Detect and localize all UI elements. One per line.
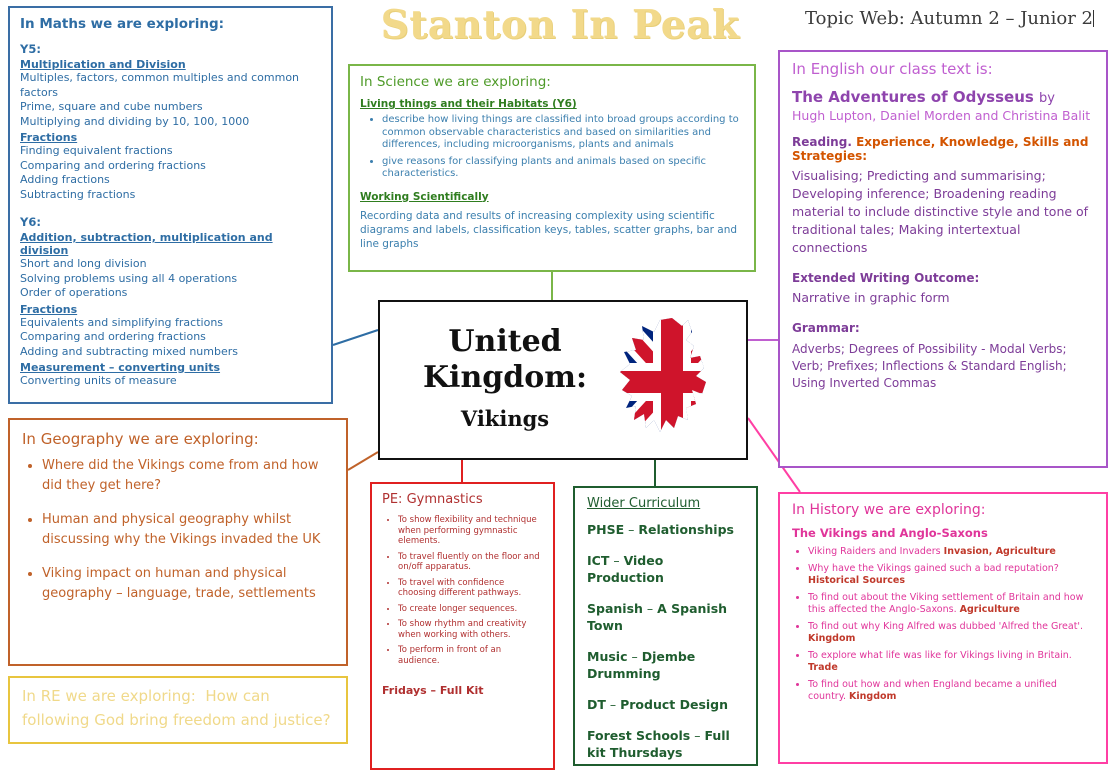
wider-dash: – bbox=[605, 697, 621, 712]
maths-item: Multiplying and dividing by 10, 100, 1000 bbox=[20, 114, 250, 128]
english-reading-word: Reading. bbox=[792, 135, 852, 149]
wider-row bbox=[587, 727, 744, 761]
history-item-tag: Historical Sources bbox=[808, 575, 906, 586]
history-item-text: Why have the Vikings gained such a bad reputation? bbox=[808, 563, 1059, 574]
list-item bbox=[808, 621, 1094, 645]
history-item-tag: Invasion, Agriculture bbox=[943, 546, 1056, 557]
page-title: Stanton In Peak bbox=[380, 2, 740, 48]
list-item: • To perform in front of an audience. bbox=[398, 645, 543, 666]
maths-heading: In Maths we are exploring: bbox=[20, 16, 225, 32]
wider-dash: – bbox=[609, 553, 624, 568]
wider-detail: Product Design bbox=[620, 697, 729, 712]
science-working-scientifically-label: Working Scientifically bbox=[360, 190, 489, 203]
wider-detail: Video Production bbox=[587, 553, 664, 585]
maths-y6-label: Y6: bbox=[20, 215, 41, 229]
maths-item: Adding and subtracting mixed numbers bbox=[20, 344, 238, 358]
maths-y5-topic2: Fractions bbox=[20, 131, 78, 144]
history-item-text: To find out why King Alfred was dubbed 'Alfred the Great'. bbox=[808, 621, 1084, 632]
maths-item: Converting units of measure bbox=[20, 374, 177, 387]
wider-dash: – bbox=[627, 649, 642, 664]
maths-item: Solving problems using all 4 operations bbox=[20, 271, 238, 285]
english-reading-body: Visualising; Predicting and summarising; Developing inference; Broadening reading material to include distinctive style and tone of traditional tales; Making intertextual connections bbox=[792, 168, 1089, 255]
list-item: • Human and physical geography whilst discussing why the Vikings invaded the UK bbox=[42, 510, 334, 550]
science-bullet-list bbox=[360, 114, 744, 181]
centre-line2: Kingdom: bbox=[422, 360, 588, 395]
text-caret bbox=[1093, 10, 1094, 27]
history-panel bbox=[778, 492, 1108, 764]
english-extended-body: Narrative in graphic form bbox=[792, 290, 950, 305]
list-item bbox=[808, 563, 1094, 587]
wider-row bbox=[587, 696, 744, 713]
list-item: • To show flexibility and technique when performing gymnastic elements. bbox=[398, 515, 543, 547]
wider-detail: Full kit Thursdays bbox=[587, 728, 730, 760]
science-panel bbox=[348, 64, 756, 272]
english-grammar-label: Grammar: bbox=[792, 321, 860, 335]
history-item-tag: Agriculture bbox=[959, 604, 1020, 615]
pe-footer: Fridays – Full Kit bbox=[382, 684, 484, 697]
wider-dash: – bbox=[690, 728, 705, 743]
maths-item: Equivalents and simplifying fractions bbox=[20, 315, 224, 329]
maths-item: Comparing and ordering fractions bbox=[20, 330, 206, 343]
list-item bbox=[808, 679, 1094, 703]
re-question: How can following God bring freedom and justice? bbox=[22, 687, 331, 729]
science-heading: In Science we are exploring: bbox=[360, 74, 551, 90]
wider-row bbox=[587, 521, 744, 538]
list-item: • Where did the Vikings come from and how did they get here? bbox=[42, 456, 334, 496]
wider-row bbox=[587, 648, 744, 682]
maths-item: Prime, square and cube numbers bbox=[20, 100, 203, 113]
wider-subject: Music bbox=[587, 649, 628, 664]
list-item bbox=[808, 592, 1094, 616]
science-subheading: Living things and their Habitats (Y6) bbox=[360, 98, 577, 110]
geography-list bbox=[22, 456, 334, 604]
history-item-text: To find out how and when England became a unified country. bbox=[808, 679, 1057, 702]
spacer bbox=[20, 202, 321, 213]
history-heading: In History we are exploring: bbox=[792, 502, 986, 518]
wider-dash: – bbox=[642, 601, 658, 616]
wider-row bbox=[587, 600, 744, 634]
english-reading-label bbox=[792, 135, 1094, 163]
history-subheading: The Vikings and Anglo-Saxons bbox=[792, 526, 988, 540]
re-text bbox=[22, 684, 334, 732]
list-item bbox=[808, 650, 1094, 674]
english-by: by bbox=[1039, 91, 1055, 106]
maths-item: Order of operations bbox=[20, 286, 128, 299]
history-item-text: To find out about the Viking settlement of Britain and how this affected the Anglo-Saxons. bbox=[808, 592, 1084, 615]
wider-subject: Spanish bbox=[587, 601, 643, 616]
english-extended-label: Extended Writing Outcome: bbox=[792, 271, 980, 285]
list-item: • Viking impact on human and physical geography – language, trade, settlements bbox=[42, 564, 334, 604]
geography-heading: In Geography we are exploring: bbox=[22, 430, 259, 448]
centre-title bbox=[380, 324, 630, 396]
wider-dash: – bbox=[624, 522, 639, 537]
maths-item: Adding fractions bbox=[20, 173, 110, 186]
english-class-text bbox=[792, 88, 1094, 106]
pe-list bbox=[382, 515, 543, 666]
list-item: • describe how living things are classified into broad groups according to common observable characteristics and based on similarities and differences, including microorganisms, plants and animals bbox=[382, 114, 744, 152]
history-item-tag: Trade bbox=[808, 662, 838, 673]
re-panel bbox=[8, 676, 348, 744]
wider-curriculum-panel bbox=[573, 486, 758, 766]
pe-panel bbox=[370, 482, 555, 770]
history-list bbox=[792, 546, 1094, 703]
english-grammar-body: Adverbs; Degrees of Possibility - Modal Verbs; Verb; Prefixes; Inflections & Standard English; Using Inverted Commas bbox=[792, 342, 1067, 390]
history-item-tag: Kingdom bbox=[808, 633, 856, 644]
history-item-text: Viking Raiders and Invaders bbox=[808, 546, 941, 557]
maths-item: Short and long division bbox=[20, 257, 147, 270]
wider-heading: Wider Curriculum bbox=[587, 496, 701, 511]
re-heading: In RE we are exploring: bbox=[22, 687, 196, 705]
maths-item: Finding equivalent fractions bbox=[20, 144, 173, 157]
maths-item: Comparing and ordering fractions bbox=[20, 158, 206, 172]
centre-line3: Vikings bbox=[460, 406, 550, 431]
history-item-tag: Kingdom bbox=[849, 691, 897, 702]
wider-detail: A Spanish Town bbox=[587, 601, 728, 633]
topic-text: Topic Web: Autumn 2 – Junior 2 bbox=[805, 8, 1093, 29]
list-item: • To create longer sequences. bbox=[398, 604, 543, 615]
english-authors: Hugh Lupton, Daniel Morden and Christina Balit bbox=[792, 108, 1091, 123]
wider-detail: Djembe Drumming bbox=[587, 649, 696, 681]
uk-flag-map-icon bbox=[612, 316, 732, 452]
maths-y6-topic3: Measurement – converting units bbox=[20, 361, 221, 374]
maths-item: Subtracting fractions bbox=[20, 187, 136, 201]
wider-subject: Forest Schools bbox=[587, 728, 691, 743]
pe-heading: PE: Gymnastics bbox=[382, 492, 483, 507]
list-item bbox=[808, 546, 1094, 558]
wider-subject: ICT bbox=[587, 553, 610, 568]
english-panel bbox=[778, 50, 1108, 468]
english-text-title: The Adventures of Odysseus bbox=[792, 88, 1034, 106]
maths-item: Multiples, factors, common multiples and common factors bbox=[20, 71, 300, 99]
maths-y5-label: Y5: bbox=[20, 42, 41, 56]
maths-y5-topic1: Multiplication and Division bbox=[20, 58, 186, 71]
history-item-text: To explore what life was like for Vikings living in Britain. bbox=[808, 650, 1072, 661]
list-item: • To travel fluently on the floor and on/off apparatus. bbox=[398, 552, 543, 573]
centre-line1: United bbox=[448, 324, 562, 359]
wider-detail: Relationships bbox=[638, 522, 734, 537]
centre-topic-box bbox=[378, 300, 748, 460]
geography-panel bbox=[8, 418, 348, 666]
maths-panel bbox=[8, 6, 333, 404]
topic-heading bbox=[805, 8, 1105, 29]
science-working-scientifically-text: Recording data and results of increasing complexity using scientific diagrams and labels, classification keys, tables, scatter graphs, bar and line graphs bbox=[360, 209, 738, 250]
english-heading: In English our class text is: bbox=[792, 60, 993, 78]
wider-row bbox=[587, 552, 744, 586]
wider-subject: DT bbox=[587, 697, 606, 712]
list-item: • To show rhythm and creativity when working with others. bbox=[398, 619, 543, 640]
list-item: • To travel with confidence choosing different pathways. bbox=[398, 578, 543, 599]
wider-subject: PHSE bbox=[587, 522, 625, 537]
maths-y6-topic1: Addition, subtraction, multiplication and division bbox=[20, 231, 273, 257]
list-item: • give reasons for classifying plants and animals based on specific characteristics. bbox=[382, 156, 744, 181]
maths-y6-topic2: Fractions bbox=[20, 302, 78, 316]
english-reading-emphasis: Experience, Knowledge, Skills and Strategies: bbox=[792, 135, 1089, 163]
